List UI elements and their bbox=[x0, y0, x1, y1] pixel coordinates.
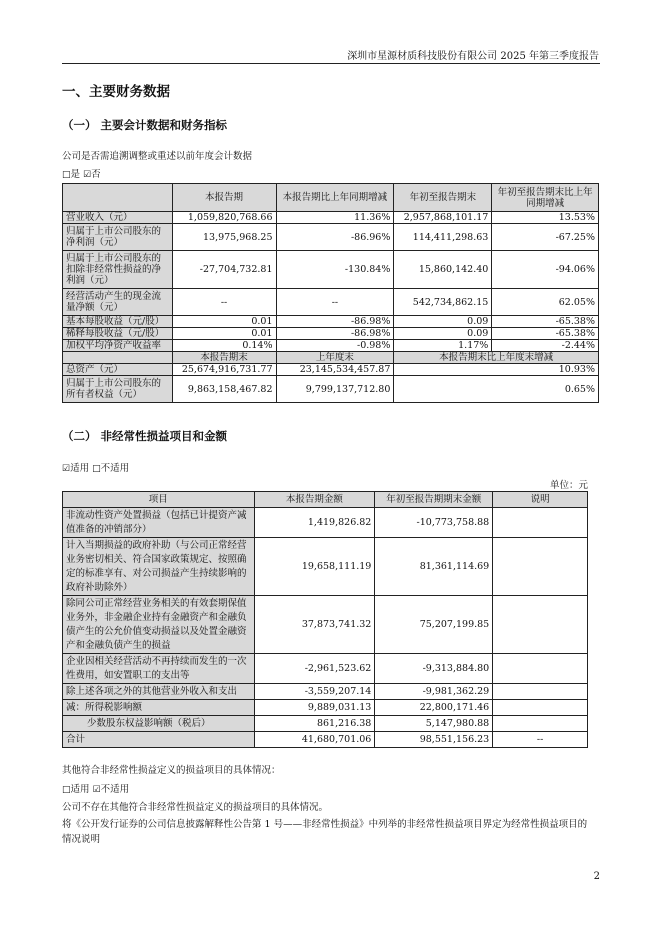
table-cell: -- bbox=[493, 732, 588, 748]
option-applicable-label: 适用 bbox=[70, 463, 90, 474]
table-header-cell: 项目 bbox=[63, 492, 255, 508]
table-cell: 9,799,137,712.80 bbox=[276, 376, 394, 403]
table-cell bbox=[493, 700, 588, 716]
table-header-cell: 年初至报告期末 bbox=[394, 184, 492, 212]
table-cell: 0.01 bbox=[172, 328, 276, 340]
table-header-cell: 本报告期金额 bbox=[254, 492, 375, 508]
table-header-cell: 本报告期 bbox=[172, 184, 276, 212]
header-title: 深圳市星源材质科技股份有限公司 2025 年第三季度报告 bbox=[347, 51, 599, 62]
table-header-cell bbox=[63, 184, 173, 212]
checkbox-checked-icon[interactable]: ☑ bbox=[62, 464, 71, 474]
table-cell: 0.01 bbox=[172, 316, 276, 328]
table-cell bbox=[493, 596, 588, 654]
table-row bbox=[63, 316, 599, 328]
financial-data-table bbox=[62, 183, 599, 403]
no-other-items-text: 公司不存在其他符合非经常性损益定义的损益项目的具体情况。 bbox=[62, 802, 329, 813]
row-label: 经营活动产生的现金流量净额（元） bbox=[63, 289, 173, 316]
restate-question: 公司是否需追溯调整或重述以前年度会计数据 bbox=[62, 151, 253, 162]
table-row bbox=[63, 340, 599, 352]
table-cell: -2,961,523.62 bbox=[254, 654, 375, 684]
table-cell: 9,889,031.13 bbox=[254, 700, 375, 716]
table-row bbox=[63, 328, 599, 340]
table-row bbox=[63, 596, 588, 654]
table-cell: 9,863,158,467.82 bbox=[172, 376, 276, 403]
table-cell: -9,313,884.80 bbox=[375, 654, 493, 684]
table-cell: 861,216.38 bbox=[254, 716, 375, 732]
table-cell: -65.38% bbox=[492, 316, 599, 328]
row-label: 除上述各项之外的其他营业外收入和支出 bbox=[63, 684, 255, 700]
table-row bbox=[63, 376, 599, 403]
table-cell: 542,734,862.15 bbox=[394, 289, 492, 316]
table-cell: 13.53% bbox=[492, 212, 599, 224]
row-label: 营业收入（元） bbox=[63, 212, 173, 224]
option-no-label: 否 bbox=[91, 169, 101, 180]
table-cell: -2.44% bbox=[492, 340, 599, 352]
unit-label: 单位：元 bbox=[549, 480, 588, 491]
table-cell: 1,059,820,768.66 bbox=[172, 212, 276, 224]
page-number: 2 bbox=[593, 871, 600, 882]
table-cell: 0.09 bbox=[394, 316, 492, 328]
table-cell: 37,873,741.32 bbox=[254, 596, 375, 654]
other-items-text: 其他符合非经常性损益定义的损益项目的具体情况： bbox=[62, 765, 281, 776]
table-row bbox=[63, 364, 599, 376]
table-total-row bbox=[63, 732, 588, 748]
table-header-cell: 年初至报告期期末金额 bbox=[375, 492, 493, 508]
table-row bbox=[63, 654, 588, 684]
table-cell: -3,559,207.14 bbox=[254, 684, 375, 700]
classification-text: 将《公开发行证券的公司信息披露解释性公告第 1 号——非经常性损益》中列举的非经常性损益项目界定为经常性损益项目的情况说明 bbox=[62, 819, 588, 845]
table-cell: -86.98% bbox=[276, 316, 394, 328]
row-label: 基本每股收益（元/股） bbox=[63, 316, 173, 328]
option-not-applicable-label: 不适用 bbox=[100, 784, 130, 795]
table-cell: 25,674,916,731.77 bbox=[172, 364, 276, 376]
row-label: 加权平均净资产收益率 bbox=[63, 340, 173, 352]
checkbox-icon[interactable]: □ bbox=[62, 785, 71, 795]
table-cell: 22,800,171.46 bbox=[375, 700, 493, 716]
restate-options bbox=[62, 166, 101, 180]
row-label: 非流动性资产处置损益（包括已计提资产减值准备的冲销部分） bbox=[63, 508, 255, 538]
table-cell: 11.36% bbox=[276, 212, 394, 224]
table-cell: -130.84% bbox=[276, 251, 394, 289]
table-cell: 5,147,980.88 bbox=[375, 716, 493, 732]
row-label: 除同公司正常经营业务相关的有效套期保值业务外，非金融企业持有金融资产和金融负债产生的公允价值变动损益以及处置金融资产和金融负债产生的损益 bbox=[63, 596, 255, 654]
section-title: 一、主要财务数据 bbox=[62, 84, 170, 100]
table-row bbox=[63, 224, 599, 251]
subsection-title-2: （二） 非经常性损益项目和金额 bbox=[62, 429, 228, 443]
table-cell: 2,957,868,101.17 bbox=[394, 212, 492, 224]
table-cell: -- bbox=[276, 289, 394, 316]
table-cell: -27,704,732.81 bbox=[172, 251, 276, 289]
table-row bbox=[63, 212, 599, 224]
table-row bbox=[63, 508, 588, 538]
table-cell: -67.25% bbox=[492, 224, 599, 251]
applicable-options-2 bbox=[62, 781, 129, 795]
row-label: 归属于上市公司股东的净利润（元） bbox=[63, 224, 173, 251]
table-cell: 10.93% bbox=[394, 364, 599, 376]
table-header-cell: 本报告期末比上年度末增减 bbox=[394, 352, 599, 364]
subsection-title-1: （一） 主要会计数据和财务指标 bbox=[62, 118, 228, 132]
table-cell: 81,361,114.69 bbox=[375, 538, 493, 596]
row-label: 归属于上市公司股东的扣除非经常性损益的净利润（元） bbox=[63, 251, 173, 289]
table-cell: -94.06% bbox=[492, 251, 599, 289]
table-header-cell: 上年度末 bbox=[276, 352, 394, 364]
table-cell: 114,411,298.63 bbox=[394, 224, 492, 251]
table-cell: 1,419,826.82 bbox=[254, 508, 375, 538]
non-recurring-items-table bbox=[62, 491, 588, 748]
row-label: 稀释每股收益（元/股） bbox=[63, 328, 173, 340]
table-cell: 75,207,199.85 bbox=[375, 596, 493, 654]
checkbox-checked-icon[interactable]: ☑ bbox=[83, 170, 92, 180]
table-row bbox=[63, 289, 599, 316]
table-cell: -0.98% bbox=[276, 340, 394, 352]
table-cell: 41,680,701.06 bbox=[254, 732, 375, 748]
option-not-applicable-label: 不适用 bbox=[100, 463, 130, 474]
row-label: 计入当期损益的政府补助（与公司正常经营业务密切相关、符合国家政策规定、按照确定的标准享有、对公司损益产生持续影响的政府补助除外） bbox=[63, 538, 255, 596]
row-label: 少数股东权益影响额（税后） bbox=[63, 716, 255, 732]
row-label: 减：所得税影响额 bbox=[63, 700, 255, 716]
row-label: 总资产（元） bbox=[63, 364, 173, 376]
table-header-cell: 本报告期末 bbox=[172, 352, 276, 364]
table-cell: 19,658,111.19 bbox=[254, 538, 375, 596]
table-header-cell: 本报告期比上年同期增减 bbox=[276, 184, 394, 212]
table-cell: 1.17% bbox=[394, 340, 492, 352]
row-label: 合计 bbox=[63, 732, 255, 748]
checkbox-checked-icon[interactable]: ☑ bbox=[92, 785, 101, 795]
checkbox-icon[interactable]: □ bbox=[62, 170, 71, 180]
option-applicable-label: 适用 bbox=[70, 784, 90, 795]
table-cell bbox=[493, 684, 588, 700]
table-cell bbox=[493, 538, 588, 596]
header-divider bbox=[62, 63, 600, 64]
table-cell: -86.96% bbox=[276, 224, 394, 251]
table-cell: 0.14% bbox=[172, 340, 276, 352]
table-cell bbox=[493, 508, 588, 538]
table-cell bbox=[493, 716, 588, 732]
table-cell: -- bbox=[172, 289, 276, 316]
table-row bbox=[63, 538, 588, 596]
table-cell: -65.38% bbox=[492, 328, 599, 340]
table-cell: 13,975,968.25 bbox=[172, 224, 276, 251]
table-cell: 23,145,534,457.87 bbox=[276, 364, 394, 376]
table-row bbox=[63, 700, 588, 716]
applicable-options-1 bbox=[62, 460, 129, 474]
table-cell bbox=[493, 654, 588, 684]
table-cell: -10,773,758.88 bbox=[375, 508, 493, 538]
row-label: 归属于上市公司股东的所有者权益（元） bbox=[63, 376, 173, 403]
table-cell: -9,981,362.29 bbox=[375, 684, 493, 700]
table-row bbox=[63, 251, 599, 289]
table-row bbox=[63, 684, 588, 700]
table-cell: 0.09 bbox=[394, 328, 492, 340]
table-cell: 62.05% bbox=[492, 289, 599, 316]
table-header-cell: 说明 bbox=[493, 492, 588, 508]
table-subheader-row bbox=[63, 352, 599, 364]
table-header-cell: 年初至报告期末比上年同期增减 bbox=[492, 184, 599, 212]
table-cell: 98,551,156.23 bbox=[375, 732, 493, 748]
table-cell: 15,860,142.40 bbox=[394, 251, 492, 289]
table-cell: -86.98% bbox=[276, 328, 394, 340]
table-row bbox=[63, 716, 588, 732]
checkbox-icon[interactable]: □ bbox=[92, 464, 101, 474]
table-header-cell bbox=[63, 352, 173, 364]
option-yes-label: 是 bbox=[70, 169, 81, 180]
table-cell: 0.65% bbox=[394, 376, 599, 403]
row-label: 企业因相关经营活动不再持续而发生的一次性费用，如安置职工的支出等 bbox=[63, 654, 255, 684]
